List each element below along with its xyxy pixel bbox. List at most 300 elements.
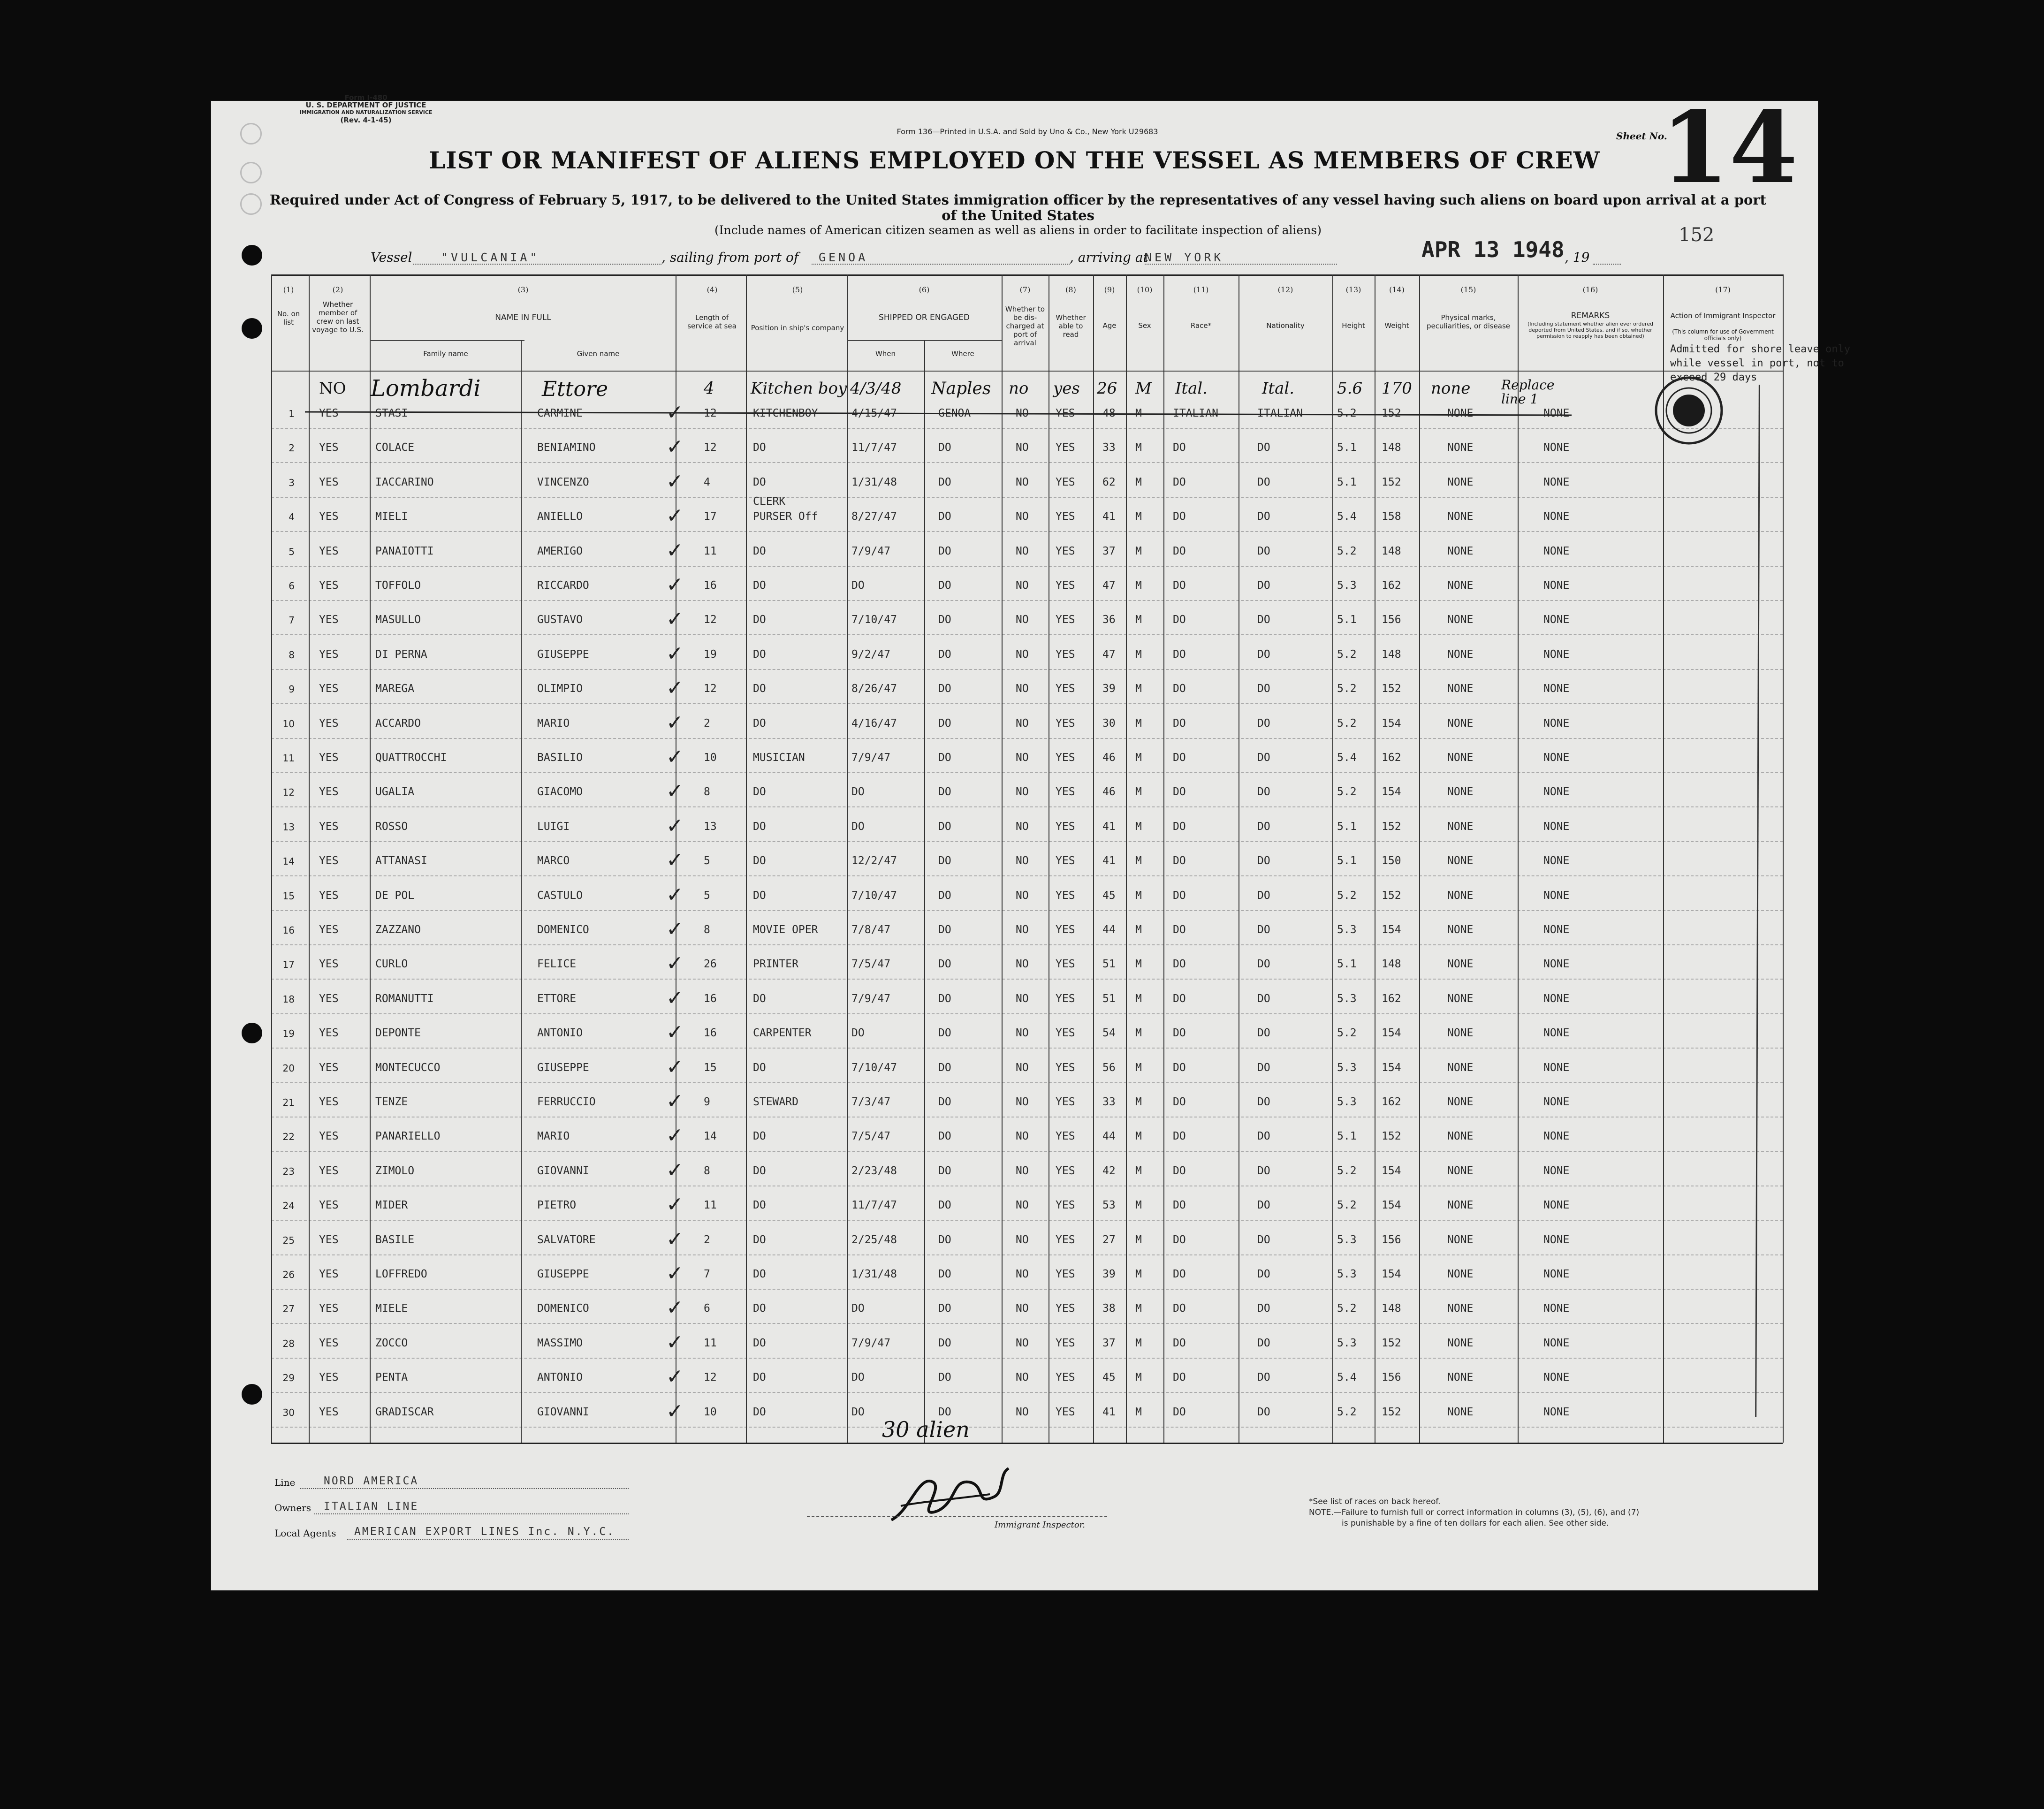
check-mark-icon: ✓ [666,710,684,735]
cell-position: DO [753,820,766,833]
check-mark-icon: ✓ [666,504,684,528]
cell-weight: 162 [1382,579,1401,592]
cell-discharged: NO [1016,1130,1029,1143]
cell-sex: M [1135,510,1142,523]
cell-discharged: NO [1016,1164,1029,1177]
cell-discharged: NO [1016,1096,1029,1108]
hw-family-name: Lombardi [371,375,481,402]
cell-discharged: NO [1016,1199,1029,1212]
agents-label: Local Agents [274,1528,336,1539]
cell-physical-marks: NONE [1447,855,1474,867]
cell-height: 5.3 [1337,1268,1357,1280]
cell-discharged: NO [1016,545,1029,557]
cell-weight: 154 [1382,786,1401,798]
cell-physical-marks: NONE [1447,924,1474,936]
cell-remarks: NONE [1543,855,1570,867]
cell-physical-marks: NONE [1447,786,1474,798]
cell-when: 11/7/47 [851,441,897,454]
cell-when: 12/2/47 [851,855,897,867]
cell-height: 5.2 [1337,1406,1357,1418]
arrival-port: NEW YORK [1145,251,1224,264]
cell-age: 46 [1102,752,1116,764]
sheet-label: Sheet No. [1616,130,1667,142]
cell-given-name: ANTONIO [537,1027,583,1040]
cell-remarks: NONE [1543,1233,1570,1246]
hw-given-name: Ettore [542,377,608,401]
cell-position: DO [753,1164,766,1177]
row-number: 2 [289,442,295,454]
cell-race: DO [1173,683,1186,695]
cell-when: 8/27/47 [851,510,897,523]
cell-sex: M [1135,717,1142,730]
cell-weight: 152 [1382,820,1401,833]
cell-read: YES [1056,855,1075,867]
cell-race: DO [1173,1302,1186,1315]
cell-discharged: NO [1016,1061,1029,1074]
cell-family-name: MIELE [375,1302,408,1315]
cell-sex: M [1135,992,1142,1005]
cell-sex: M [1135,1164,1142,1177]
cell-family-name: CURLO [375,958,408,971]
cell-weight: 158 [1382,510,1401,523]
cell-given-name: MARIO [537,1130,570,1143]
cell-remarks: NONE [1543,1268,1570,1280]
cell-when: 1/31/48 [851,1268,897,1280]
cell-member: YES [319,1027,339,1040]
cell-when: 4/15/47 [851,407,897,419]
cell-remarks: NONE [1543,992,1570,1005]
cell-member: YES [319,958,339,971]
cell-when: 7/10/47 [851,889,897,902]
row-divider [271,497,1783,498]
cell-remarks: NONE [1543,1164,1570,1177]
cell-read: YES [1056,1302,1075,1315]
cell-remarks: NONE [1543,683,1570,695]
cell-nationality: DO [1257,510,1270,523]
row-number: 18 [282,993,295,1005]
cell-nationality: DO [1257,717,1270,730]
col-num-1: (1) [283,285,294,294]
cell-family-name: DE POL [375,889,415,902]
cell-where: DO [938,1164,951,1177]
header-length-service: Length of service at sea [687,313,737,330]
cell-age: 39 [1102,1268,1116,1280]
cell-nationality: DO [1257,924,1270,936]
departure-port: GENOA [819,251,868,264]
cell-nationality: DO [1257,614,1270,626]
col-num-6: (6) [919,285,930,294]
cell-where: DO [938,579,951,592]
cell-height: 5.3 [1337,924,1357,936]
cell-family-name: ZAZZANO [375,924,421,936]
cell-nationality: DO [1257,1302,1270,1315]
cell-height: 5.1 [1337,820,1357,833]
cell-where: DO [938,648,951,661]
cell-when: 7/10/47 [851,614,897,626]
cell-weight: 148 [1382,1302,1401,1315]
cell-given-name: GIUSEPPE [537,648,589,661]
cell-where: DO [938,1096,951,1108]
row-number: 1 [289,408,295,419]
cell-when: 2/23/48 [851,1164,897,1177]
cell-age: 39 [1102,683,1116,695]
cell-height: 5.1 [1337,441,1357,454]
cell-height: 5.3 [1337,1061,1357,1074]
cell-sex: M [1135,614,1142,626]
cell-position: DO [753,855,766,867]
hw-member: NO [319,379,346,398]
cell-age: 41 [1102,1406,1116,1418]
check-mark-icon: ✓ [666,779,684,804]
cell-where: DO [938,820,951,833]
cell-read: YES [1056,1164,1075,1177]
cell-service: 6 [704,1302,710,1315]
cell-discharged: NO [1016,579,1029,592]
hw-race: Ital. [1175,379,1208,398]
cell-weight: 152 [1382,1337,1401,1349]
cell-height: 5.1 [1337,958,1357,971]
cell-service: 5 [704,855,710,867]
cell-where: DO [938,1061,951,1074]
column-divider [1783,274,1784,1443]
cell-sex: M [1135,1233,1142,1246]
department: U. S. DEPARTMENT OF JUSTICE [305,101,426,109]
cell-member: YES [319,1164,339,1177]
cell-weight: 152 [1382,476,1401,488]
binder-hole [240,193,262,215]
hw-age: 26 [1097,379,1117,398]
header-given-name: Given name [577,350,620,358]
cell-weight: 156 [1382,614,1401,626]
cell-nationality: DO [1257,992,1270,1005]
header-weight: Weight [1384,321,1409,330]
cell-physical-marks: NONE [1447,1096,1474,1108]
cell-member: YES [319,407,339,419]
cell-given-name: ETTORE [537,992,577,1005]
cell-family-name: BASILE [375,1233,415,1246]
cell-service: 14 [704,1130,717,1143]
cell-age: 47 [1102,579,1116,592]
row-number: 26 [282,1269,295,1280]
cell-position: DO [753,648,766,661]
note-line-2: NOTE.—Failure to furnish full or correct information in columns (3), (5), (6), and (7) [1309,1508,1640,1517]
cell-position: DO [753,1061,766,1074]
cell-service: 5 [704,889,710,902]
cell-race: DO [1173,1337,1186,1349]
cell-member: YES [319,717,339,730]
row-number: 10 [282,718,295,730]
row-number: 25 [282,1234,295,1246]
row-divider [271,703,1783,704]
cell-weight: 148 [1382,441,1401,454]
cell-member: YES [319,648,339,661]
row-divider [271,1427,1783,1428]
cell-when: 4/16/47 [851,717,897,730]
cell-when: 7/5/47 [851,958,891,971]
col-num-2: (2) [332,285,343,294]
cell-service: 2 [704,717,710,730]
column-divider [1002,274,1003,1443]
cell-read: YES [1056,820,1075,833]
cell-read: YES [1056,545,1075,557]
row-number: 13 [282,821,295,833]
cell-position: DO [753,545,766,557]
cell-when: DO [851,1371,865,1384]
cell-sex: M [1135,1061,1142,1074]
cell-race: DO [1173,1027,1186,1040]
cell-where: DO [938,1130,951,1143]
name-split-line [521,340,522,1443]
sailing-label: , sailing from port of [661,250,799,265]
cell-member: YES [319,889,339,902]
cell-given-name: DOMENICO [537,1302,589,1315]
column-divider [847,274,848,1443]
header-discharged: Whether to be dis-charged at port of arrival [1005,305,1045,347]
cell-service: 11 [704,545,717,557]
check-mark-icon: ✓ [666,882,684,907]
cell-read: YES [1056,889,1075,902]
cell-given-name: GIACOMO [537,786,583,798]
cell-remarks: NONE [1543,1302,1570,1315]
cell-where: DO [938,1027,951,1040]
revision: (Rev. 4-1-45) [340,116,392,124]
check-mark-icon: ✓ [666,1124,684,1148]
cell-race: DO [1173,648,1186,661]
col-num-11: (11) [1193,285,1209,294]
col-num-8: (8) [1065,285,1076,294]
header-position: Position in ship's company [751,324,844,332]
line-value: NORD AMERICA [324,1475,419,1487]
cell-nationality: DO [1257,1164,1270,1177]
total-aliens-note: 30 alien [882,1417,970,1442]
cell-member: YES [319,1371,339,1384]
row-divider [271,634,1783,635]
cell-service: 10 [704,752,717,764]
cell-where: DO [938,1268,951,1280]
cell-service: 17 [704,510,717,523]
cell-read: YES [1056,1268,1075,1280]
row-divider [271,669,1783,670]
cell-member: YES [319,476,339,488]
cell-position: DO [753,683,766,695]
header-inspector-action: Action of Immigrant Inspector [1670,312,1776,320]
action-line-1: Admitted for shore leave only [1670,343,1851,355]
header-family-name: Family name [423,350,468,358]
cell-physical-marks: NONE [1447,510,1474,523]
check-mark-icon: ✓ [666,401,684,425]
cell-when: 9/2/47 [851,648,891,661]
cell-nationality: DO [1257,579,1270,592]
row-divider [271,944,1783,945]
cell-where: DO [938,717,951,730]
cell-where: DO [938,441,951,454]
cell-discharged: NO [1016,752,1029,764]
cell-read: YES [1056,476,1075,488]
cell-height: 5.2 [1337,786,1357,798]
row-divider [271,1254,1783,1255]
cell-given-name: CARMINE [537,407,583,419]
check-mark-icon: ✓ [666,435,684,459]
row-number: 5 [289,546,295,557]
cell-where: DO [938,786,951,798]
cell-service: 2 [704,1233,710,1246]
cell-family-name: PANAIOTTI [375,545,434,557]
cell-physical-marks: NONE [1447,441,1474,454]
cell-race: DO [1173,614,1186,626]
cell-discharged: NO [1016,924,1029,936]
cell-where: DO [938,958,951,971]
cell-service: 12 [704,407,717,419]
cell-sex: M [1135,1371,1142,1384]
cell-when: 7/9/47 [851,992,891,1005]
cell-when: DO [851,579,865,592]
header-remarks: REMARKS [1571,311,1610,320]
page-title: LIST OR MANIFEST OF ALIENS EMPLOYED ON THE VESSEL AS MEMBERS OF CREW [429,146,1600,174]
cell-physical-marks: NONE [1447,889,1474,902]
cell-where: DO [938,476,951,488]
cell-remarks: NONE [1543,1371,1570,1384]
page-number: 152 [1679,224,1715,246]
cell-nationality: DO [1257,958,1270,971]
col-num-5: (5) [792,285,803,294]
cell-sex: M [1135,1302,1142,1315]
cell-member: YES [319,1268,339,1280]
cell-family-name: ZIMOLO [375,1164,415,1177]
cell-position: PRINTER [753,958,798,971]
cell-family-name: STASI [375,407,408,419]
cell-position: DO [753,476,766,488]
hw-when: 4/3/48 [850,379,902,398]
cell-family-name: PANARIELLO [375,1130,441,1143]
col-num-15: (15) [1460,285,1476,294]
row-divider [271,428,1783,429]
cell-sex: M [1135,855,1142,867]
column-divider [309,274,310,1443]
cell-member: YES [319,992,339,1005]
cell-family-name: DEPONTE [375,1027,421,1040]
cell-family-name: LOFFREDO [375,1268,427,1280]
row-divider [271,875,1783,876]
cell-race: DO [1173,1061,1186,1074]
cell-given-name: MASSIMO [537,1337,583,1349]
cell-member: YES [319,1130,339,1143]
check-mark-icon: ✓ [666,538,684,562]
form-identifier [267,94,464,124]
cell-service: 16 [704,1027,717,1040]
cell-height: 5.2 [1337,545,1357,557]
inspector-signature [882,1454,1023,1529]
cell-read: YES [1056,1027,1075,1040]
row-divider [271,1082,1783,1083]
cell-service: 12 [704,614,717,626]
cell-physical-marks: NONE [1447,476,1474,488]
cell-weight: 152 [1382,1130,1401,1143]
row-divider [271,600,1783,601]
cell-height: 5.2 [1337,1164,1357,1177]
row-divider [271,1220,1783,1221]
cell-position: DO [753,1233,766,1246]
cell-service: 12 [704,1371,717,1384]
cell-position: DO [753,1371,766,1384]
cell-service: 7 [704,1268,710,1280]
vessel-label: Vessel [371,250,412,265]
cell-service: 10 [704,1406,717,1418]
cell-service: 8 [704,924,710,936]
hw-marks: none [1431,379,1471,398]
cell-service: 11 [704,1337,717,1349]
cell-where: DO [938,1233,951,1246]
shipped-split-line [924,340,925,1443]
cell-position: MOVIE OPER [753,924,818,936]
row-number: 8 [289,649,295,661]
cell-member: YES [319,1233,339,1246]
cell-service: 12 [704,441,717,454]
cell-nationality: DO [1257,683,1270,695]
cell-physical-marks: NONE [1447,1302,1474,1315]
cell-discharged: NO [1016,1406,1029,1418]
row-number: 16 [282,925,295,936]
cell-member: YES [319,441,339,454]
cell-remarks: NONE [1543,889,1570,902]
cell-given-name: GIOVANNI [537,1406,589,1418]
cell-given-name: MARIO [537,717,570,730]
cell-race: DO [1173,820,1186,833]
cell-nationality: DO [1257,786,1270,798]
row-divider [271,1289,1783,1290]
cell-sex: M [1135,476,1142,488]
row-number: 17 [282,959,295,971]
cell-position: DO [753,1199,766,1212]
row-number: 28 [282,1338,295,1349]
line-underline [300,1488,629,1489]
cell-nationality: DO [1257,1096,1270,1108]
cell-discharged: NO [1016,648,1029,661]
cell-sex: M [1135,958,1142,971]
check-mark-icon: ✓ [666,1399,684,1423]
sheet-number: 14 [1661,90,1798,205]
cell-position: DO [753,1406,766,1418]
cell-discharged: NO [1016,476,1029,488]
col-num-14: (14) [1389,285,1405,294]
hw-service: 4 [704,379,714,398]
check-mark-icon: ✓ [666,1020,684,1045]
line-label: Line [274,1477,296,1488]
cell-service: 11 [704,1199,717,1212]
subtitle-note: (Include names of American citizen seamen as well as aliens in order to facilitate inspection of aliens) [714,223,1322,237]
hw-where: Naples [931,379,991,398]
cell-nationality: DO [1257,476,1270,488]
row-divider [271,1151,1783,1152]
cell-given-name: CASTULO [537,889,583,902]
cell-where: DO [938,1302,951,1315]
cell-discharged: NO [1016,441,1029,454]
cell-when: 7/10/47 [851,1061,897,1074]
binder-hole [242,1023,262,1043]
cell-remarks: NONE [1543,924,1570,936]
cell-discharged: NO [1016,958,1029,971]
cell-age: 36 [1102,614,1116,626]
cell-read: YES [1056,1337,1075,1349]
cell-physical-marks: NONE [1447,1199,1474,1212]
cell-where: DO [938,545,951,557]
row-divider [271,1358,1783,1359]
cell-physical-marks: NONE [1447,683,1474,695]
cell-sex: M [1135,889,1142,902]
column-divider [271,274,272,1443]
row-number: 21 [282,1097,295,1108]
cell-physical-marks: NONE [1447,1406,1474,1418]
vessel-name: "VULCANIA" [441,251,540,264]
